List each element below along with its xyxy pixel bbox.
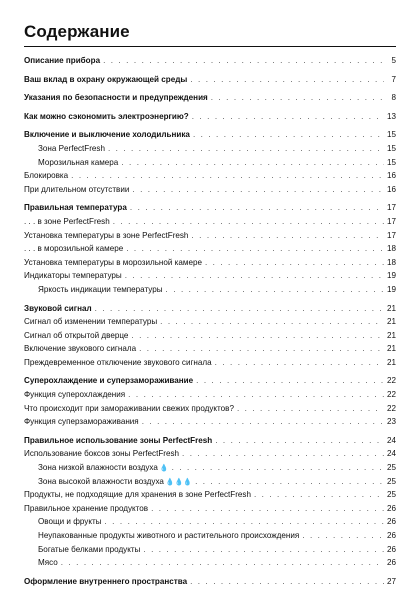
dot-leader — [182, 447, 384, 461]
toc-entry-label: Сигнал об открытой дверце — [24, 330, 129, 340]
toc-page-number: 26 — [386, 531, 396, 540]
dot-leader — [126, 242, 384, 256]
toc-entry[interactable] — [24, 502, 396, 516]
dot-leader — [103, 54, 384, 68]
dot-leader — [95, 302, 384, 316]
dot-leader — [143, 543, 384, 557]
toc-entry[interactable] — [24, 488, 396, 502]
toc-entry[interactable] — [24, 515, 396, 529]
toc-page-number: 23 — [386, 417, 396, 427]
toc-entry[interactable] — [24, 91, 396, 105]
toc-page-number: 15 — [386, 130, 396, 140]
toc-page-number: 21 — [386, 330, 396, 340]
toc-entry-label: Как можно сэкономить электроэнергию? — [24, 111, 189, 121]
toc-page-number: 21 — [386, 303, 396, 313]
toc-entry-label: Продукты, не подходящие для хранения в зоне PerfectFresh — [24, 490, 251, 500]
toc-page-number: 19 — [386, 284, 396, 294]
toc-entry-label: . . . в морозильной камере — [24, 244, 124, 254]
toc-entry-label: . . . в зоне PerfectFresh — [24, 216, 110, 226]
dot-leader — [121, 156, 384, 170]
dot-leader — [151, 502, 384, 516]
toc-page-number: 21 — [386, 357, 396, 367]
toc-entry-label: Использование боксов зоны PerfectFresh — [24, 449, 180, 459]
toc-page-number: 16 — [386, 171, 396, 181]
dot-leader — [211, 91, 384, 105]
toc-entry[interactable] — [24, 315, 396, 329]
water-drop-icon: 💧 — [159, 465, 169, 473]
toc-entry[interactable] — [24, 201, 396, 215]
dot-leader — [172, 461, 384, 475]
dot-leader — [191, 229, 384, 243]
toc-entry[interactable] — [24, 374, 396, 388]
toc-entry-label: Правильное хранение продуктов — [24, 503, 149, 513]
toc-entry[interactable] — [24, 110, 396, 124]
toc-entry-label: Установка температуры в морозильной камере — [24, 257, 202, 267]
toc-entry[interactable] — [24, 575, 396, 589]
dot-leader — [132, 183, 384, 197]
toc-entry[interactable] — [24, 447, 396, 461]
toc-entry[interactable] — [24, 215, 396, 229]
dot-leader — [160, 315, 384, 329]
toc-entry[interactable] — [24, 461, 396, 475]
toc-entry-label: Морозильная камера — [38, 157, 119, 167]
toc-entry-label: Правильная температура — [24, 203, 127, 213]
toc-entry[interactable] — [24, 415, 396, 429]
toc-page-number: 18 — [386, 244, 396, 254]
dot-leader — [215, 434, 384, 448]
toc-entry[interactable] — [24, 302, 396, 316]
toc-page-number: 22 — [386, 390, 396, 400]
toc-entry[interactable] — [24, 329, 396, 343]
toc-entry-label: Включение и выключение холодильника — [24, 130, 190, 140]
toc-page-number: 25 — [386, 476, 396, 486]
toc-entry[interactable] — [24, 229, 396, 243]
toc-entry[interactable] — [24, 142, 396, 156]
dot-leader — [190, 73, 384, 87]
dot-leader — [108, 142, 384, 156]
toc-page-number: 25 — [386, 463, 396, 473]
toc-entry[interactable] — [24, 475, 396, 489]
toc-page-number: 18 — [386, 257, 396, 267]
toc-page-number: 22 — [386, 403, 396, 413]
toc-entry-label: Блокировка — [24, 171, 69, 181]
toc-entry[interactable] — [24, 183, 396, 197]
toc-page-number: 26 — [386, 544, 396, 554]
toc-page — [24, 0, 396, 595]
dot-leader — [215, 356, 384, 370]
water-drop-icon: 💧💧💧 — [165, 478, 193, 486]
toc-entry-label: Сигнал об изменении температуры — [24, 317, 158, 327]
toc-entry-label: Ваш вклад в охрану окружающей среды — [24, 74, 188, 84]
toc-entry-label: Зона PerfectFresh — [38, 143, 105, 153]
toc-page-number: 24 — [386, 449, 396, 459]
toc-entry[interactable] — [24, 543, 396, 557]
toc-entry-label: Включение звукового сигнала — [24, 344, 137, 354]
toc-page-number: 26 — [386, 517, 396, 527]
dot-leader — [142, 415, 384, 429]
toc-entry[interactable] — [24, 156, 396, 170]
toc-entry-label: Богатые белками продукты — [38, 544, 141, 554]
toc-entry-label: Правильное использование зоны PerfectFresh — [24, 435, 213, 445]
toc-entry[interactable] — [24, 73, 396, 87]
page-title: Содержание — [24, 22, 130, 41]
toc-page-number: 8 — [391, 93, 396, 103]
dot-leader — [131, 329, 384, 343]
toc-entry[interactable] — [24, 128, 396, 142]
toc-entry-label: При длительном отсутствии — [24, 184, 130, 194]
toc-entry[interactable] — [24, 242, 396, 256]
toc-entry[interactable] — [24, 529, 396, 543]
toc-entry-label: Оформление внутреннего пространства — [24, 576, 188, 586]
dot-leader — [254, 488, 384, 502]
toc-page-number: 7 — [391, 74, 396, 84]
dot-leader — [71, 169, 384, 183]
dot-leader — [113, 215, 384, 229]
title-rule — [24, 46, 396, 47]
toc-page-number: 22 — [386, 376, 396, 386]
toc-entry[interactable] — [24, 388, 396, 402]
toc-page-number: 13 — [386, 111, 396, 121]
dot-leader — [192, 110, 384, 124]
dot-leader — [193, 128, 384, 142]
dot-leader — [61, 556, 384, 570]
toc-entry[interactable] — [24, 356, 396, 370]
toc-entry[interactable] — [24, 169, 396, 183]
toc-entry[interactable] — [24, 556, 396, 570]
toc-entry[interactable] — [24, 434, 396, 448]
toc-entry-label: Что происходит при замораживании свежих продуктов? — [24, 403, 234, 413]
dot-leader — [237, 402, 384, 416]
toc-page-number: 17 — [386, 203, 396, 213]
toc-page-number: 5 — [391, 56, 396, 65]
toc-page-number: 24 — [386, 435, 396, 445]
dot-leader — [125, 269, 384, 283]
toc-entry[interactable] — [24, 54, 396, 68]
dot-leader — [205, 256, 384, 270]
dot-leader — [302, 529, 384, 543]
toc-entry-label: Неупакованные продукты животного и растительного происхождения — [38, 531, 300, 540]
toc-page-number: 26 — [386, 558, 396, 568]
toc-entry[interactable] — [24, 402, 396, 416]
toc-entry-label: Функция суперохлаждения — [24, 390, 126, 400]
dot-leader — [104, 515, 384, 529]
toc-entry-label: Описание прибора — [24, 56, 101, 65]
toc-entry[interactable] — [24, 342, 396, 356]
toc-list — [24, 54, 396, 588]
toc-page-number: 21 — [386, 317, 396, 327]
toc-entry-label: Яркость индикации температуры — [38, 284, 163, 294]
toc-entry-label: Преждевременное отключение звукового сигнала — [24, 357, 212, 367]
toc-entry-label: Указания по безопасности и предупреждения — [24, 93, 208, 103]
toc-page-number: 17 — [386, 216, 396, 226]
toc-page-number: 19 — [386, 271, 396, 281]
dot-leader — [196, 374, 384, 388]
toc-entry-label: Звуковой сигнал — [24, 303, 92, 313]
toc-entry-label: Установка температуры в зоне PerfectFresh — [24, 230, 189, 240]
toc-page-number: 25 — [386, 490, 396, 500]
toc-entry-label: Функция суперзамораживания — [24, 417, 139, 427]
toc-page-number: 26 — [386, 503, 396, 513]
toc-entry[interactable] — [24, 256, 396, 270]
toc-entry[interactable] — [24, 283, 396, 297]
dot-leader — [195, 475, 384, 489]
toc-entry-label: Суперохлаждение и суперзамораживание — [24, 376, 194, 386]
toc-entry-label: Индикаторы температуры — [24, 271, 122, 281]
toc-page-number: 17 — [386, 230, 396, 240]
dot-leader — [139, 342, 384, 356]
toc-entry-label: Мясо — [38, 558, 58, 568]
toc-entry-label: Зона низкой влажности воздуха — [38, 463, 158, 473]
toc-page-number: 15 — [386, 143, 396, 153]
dot-leader — [130, 201, 384, 215]
dot-leader — [190, 575, 384, 589]
toc-page-number: 27 — [386, 576, 396, 586]
dot-leader — [128, 388, 384, 402]
toc-page-number: 21 — [386, 344, 396, 354]
toc-entry-label: Овощи и фрукты — [38, 517, 102, 527]
dot-leader — [166, 283, 384, 297]
toc-entry-label: Зона высокой влажности воздуха — [38, 476, 164, 486]
toc-entry[interactable] — [24, 269, 396, 283]
toc-page-number: 16 — [386, 184, 396, 194]
toc-page-number: 15 — [386, 157, 396, 167]
